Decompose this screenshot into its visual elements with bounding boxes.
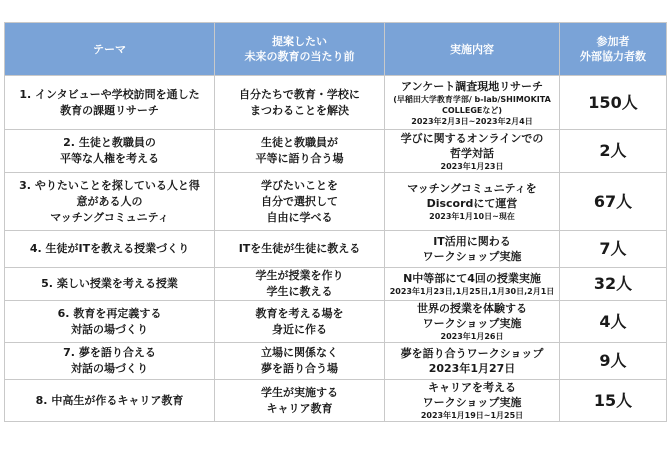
participant-count: 7人 <box>560 231 667 268</box>
future-cell <box>215 130 385 173</box>
content-line: マッチングコミュニティを <box>407 182 537 195</box>
content-line: ワークショップ実施 <box>422 317 522 330</box>
future-cell <box>215 173 385 231</box>
content-cell <box>385 76 560 130</box>
future-cell <box>215 343 385 380</box>
theme-cell <box>5 268 215 301</box>
content-date: 2023年1月27日 <box>428 362 516 375</box>
future-line: 自由に学べる <box>266 210 333 224</box>
future-line: キャリア教育 <box>266 401 333 415</box>
header-content: 実施内容 <box>385 23 560 76</box>
header-theme: テーマ <box>5 23 215 76</box>
future-line: 教育を考える場を <box>255 306 344 320</box>
content-sub: (早稲田大学教育学部/ b-lab/SHIMOKITA COLLEGEなど) <box>393 94 551 115</box>
header-participants-line1: 参加者 <box>596 35 630 48</box>
future-cell <box>215 380 385 422</box>
content-date: 2023年2月3日~2023年2月4日 <box>411 116 533 126</box>
content-date: 2023年1月23日,1月25日,1月30日,2月1日 <box>389 287 555 296</box>
content-line: ワークショップ実施 <box>422 396 522 409</box>
future-cell <box>215 76 385 130</box>
theme-line: 平等な人権を考える <box>60 152 159 165</box>
header-participants-line2: 外部協力者数 <box>580 50 646 63</box>
content-date: 2023年1月26日 <box>440 332 504 341</box>
table-row <box>5 173 667 231</box>
future-line: 立場に関係なく <box>261 346 338 359</box>
theme-cell <box>5 380 215 422</box>
table-header-row <box>5 23 667 76</box>
theme-line: 3. やりたいことを探している人と得 <box>19 178 200 192</box>
participant-count: 15人 <box>560 380 667 422</box>
participant-count: 32人 <box>560 268 667 301</box>
future-cell <box>215 268 385 301</box>
content-cell <box>385 343 560 380</box>
theme-line: 7. 夢を語り合える <box>63 346 156 359</box>
future-line: 学生に教える <box>266 285 333 298</box>
theme-line: 意がある人の <box>76 194 143 208</box>
table-row <box>5 231 667 268</box>
content-cell <box>385 173 560 231</box>
future-line: 自分たちで教育・学校に <box>239 87 360 101</box>
content-cell <box>385 380 560 422</box>
participant-count: 9人 <box>560 343 667 380</box>
content-cell <box>385 301 560 343</box>
future-line: ITを生徒が生徒に教える <box>238 242 361 255</box>
content-cell <box>385 268 560 301</box>
content-line: N中等部にて4回の授業実施 <box>403 272 541 285</box>
future-line: 平等に語り合う場 <box>255 152 344 165</box>
content-line: 学びに関するオンラインでの <box>400 131 544 145</box>
content-line: 世界の授業を体験する <box>417 302 527 315</box>
content-line: ワークショップ実施 <box>422 250 522 263</box>
content-cell <box>385 130 560 173</box>
activity-table-container <box>4 22 666 422</box>
table-row <box>5 130 667 173</box>
table-row <box>5 76 667 130</box>
future-line: 学生が授業を作り <box>255 269 344 282</box>
table-row <box>5 343 667 380</box>
participant-count: 67人 <box>560 173 667 231</box>
theme-cell <box>5 173 215 231</box>
content-date: 2023年1月19日~1月25日 <box>420 411 524 420</box>
future-line: 自分で選択して <box>261 194 338 208</box>
header-participants <box>560 23 667 76</box>
theme-line: 2. 生徒と教職員の <box>63 136 156 149</box>
content-date: 2023年1月10日~現在 <box>429 212 515 221</box>
header-future-line2: 未来の教育の当たり前 <box>244 50 355 63</box>
theme-line: 4. 生徒がITを教える授業づくり <box>29 242 190 255</box>
theme-line: 8. 中高生が作るキャリア教育 <box>35 393 184 407</box>
theme-line: 1. インタビューや学校訪問を通した <box>19 87 200 101</box>
content-line: 夢を語り合うワークショップ <box>400 347 544 360</box>
future-line: 身近に作る <box>272 322 327 336</box>
future-line: 生徒と教職員が <box>261 136 338 149</box>
participant-count: 2人 <box>560 130 667 173</box>
future-line: 学生が実施する <box>261 385 338 399</box>
theme-cell <box>5 301 215 343</box>
theme-line: 5. 楽しい授業を考える授業 <box>41 277 178 290</box>
table-row <box>5 380 667 422</box>
future-cell <box>215 231 385 268</box>
theme-line: マッチングコミュニティ <box>50 210 169 224</box>
theme-line: 6. 教育を再定義する <box>57 306 162 320</box>
content-line: Discordにて運営 <box>426 197 518 210</box>
theme-cell <box>5 76 215 130</box>
header-future <box>215 23 385 76</box>
content-line: キャリアを考える <box>428 381 516 394</box>
future-line: 学びたいことを <box>261 178 338 192</box>
theme-cell <box>5 343 215 380</box>
header-future-line1: 提案したい <box>272 35 327 48</box>
theme-line: 教育の課題リサーチ <box>60 103 159 117</box>
table-row <box>5 268 667 301</box>
future-line: まつわることを解決 <box>250 103 349 117</box>
table-row <box>5 301 667 343</box>
participant-count: 4人 <box>560 301 667 343</box>
future-cell <box>215 301 385 343</box>
future-line: 夢を語り合う場 <box>261 362 338 375</box>
content-line: IT活用に関わる <box>433 235 511 248</box>
theme-line: 対話の場づくり <box>71 362 148 375</box>
theme-cell <box>5 231 215 268</box>
theme-line: 対話の場づくり <box>71 322 148 336</box>
content-line: アンケート調査現地リサーチ <box>400 79 544 93</box>
content-date: 2023年1月23日 <box>440 161 504 171</box>
theme-cell <box>5 130 215 173</box>
participant-count: 150人 <box>560 76 667 130</box>
activity-table <box>4 22 667 422</box>
content-line: 哲学対話 <box>450 146 494 160</box>
content-cell <box>385 231 560 268</box>
